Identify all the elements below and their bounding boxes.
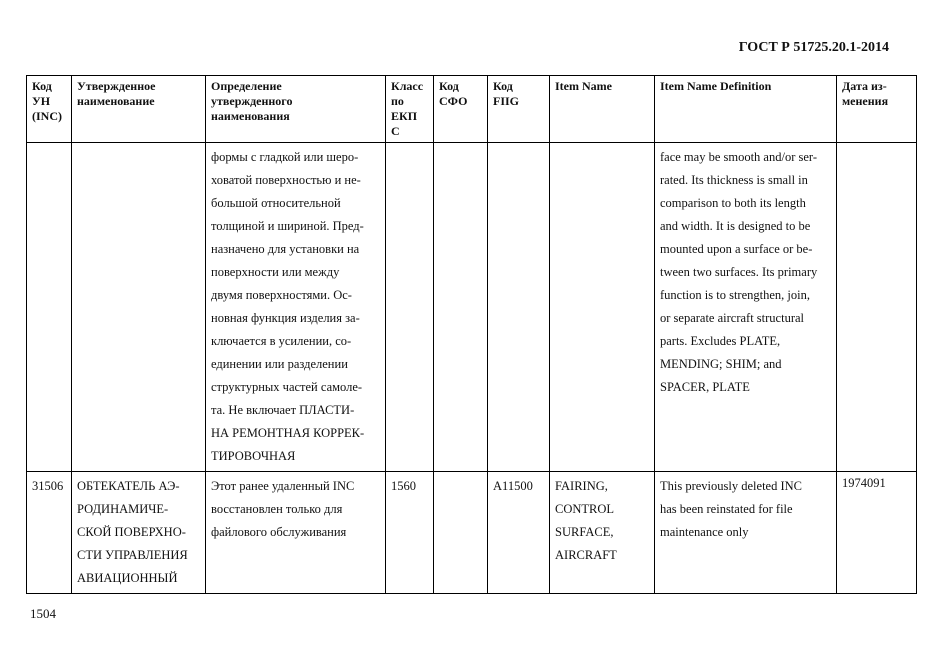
col-header-class: Класс по ЕКП С — [386, 76, 434, 143]
col-header-sfo: Код СФО — [434, 76, 488, 143]
table-row — [27, 472, 917, 594]
cell-fiig — [488, 143, 550, 472]
cell-name-ru — [72, 143, 206, 472]
cell-name-ru: ОБТЕКАТЕЛЬ АЭ- РОДИНАМИЧЕ- СКОЙ ПОВЕРХНО- СТИ УПРАВЛЕНИЯ АВИАЦИОННЫЙ — [72, 472, 206, 594]
cell-inc: 31506 — [27, 472, 72, 594]
header-row — [27, 76, 917, 143]
cell-item-name — [550, 143, 655, 472]
cell-date: 1974091 — [837, 472, 917, 594]
cell-def-en: face may be smooth and/or ser- rated. Its thickness is small in comparison to both its length and width. It is designed to be mounted upon a surface or be- tween two surfaces. Its primary function is to strengthen, join, or separate aircraft structural parts. Excludes PLATE, MENDING; SHIM; and SPACER, PLATE — [655, 143, 837, 472]
col-header-inc: Код УН (INC) — [27, 76, 72, 143]
cell-item-name: FAIRING, CONTROL SURFACE, AIRCRAFT — [550, 472, 655, 594]
cell-class — [386, 143, 434, 472]
cell-def-ru: Этот ранее удаленный INC восстановлен только для файлового обслуживания — [206, 472, 386, 594]
cell-class: 1560 — [386, 472, 434, 594]
cell-sfo — [434, 472, 488, 594]
cell-inc — [27, 143, 72, 472]
col-header-date: Дата из- менения — [837, 76, 917, 143]
cell-fiig: A11500 — [488, 472, 550, 594]
cell-date — [837, 143, 917, 472]
standard-number: ГОСТ Р 51725.20.1-2014 — [738, 40, 889, 55]
col-header-name-ru: Утвержденное наименование — [72, 76, 206, 143]
col-header-def-en: Item Name Definition — [655, 76, 837, 143]
table-row — [27, 143, 917, 472]
col-header-item-name: Item Name — [550, 76, 655, 143]
cell-sfo — [434, 143, 488, 472]
col-header-def-ru: Определение утвержденного наименования — [206, 76, 386, 143]
page-number: 1504 — [30, 606, 56, 621]
col-header-fiig: Код FIIG — [488, 76, 550, 143]
data-table — [26, 75, 917, 594]
cell-def-en: This previously deleted INC has been reinstated for file maintenance only — [655, 472, 837, 594]
cell-def-ru: формы с гладкой или шеро- ховатой поверхностью и не- большой относительной толщиной и шириной. Пред- назначено для установки на поверхности или между двумя поверхностями. Ос- новная функция изделия за- ключается в усилении, со- единении или разделении структурных частей самоле- та. Не включает ПЛАСТИ- НА РЕМОНТНАЯ КОРРЕК- ТИРОВОЧНАЯ — [206, 143, 386, 472]
